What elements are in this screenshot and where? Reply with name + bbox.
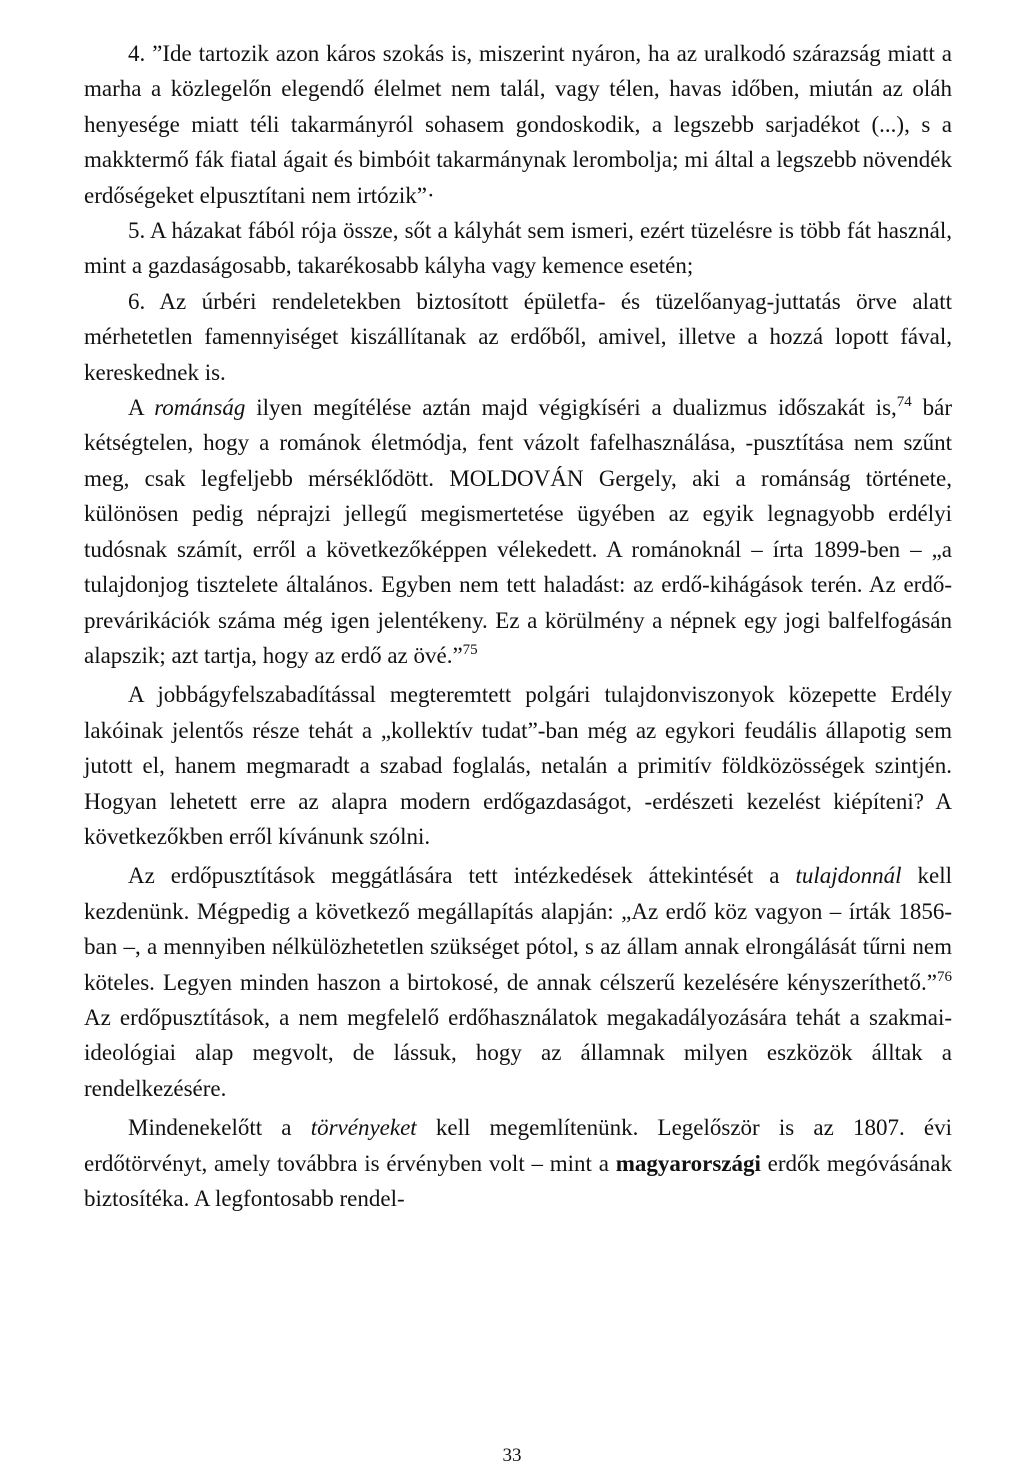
text-run: románság [154,395,246,421]
text-run: 6. Az úrbéri rendeletekben biztosított épületfa- és tüzelőanyag-juttatás örve alatt mérhetetlen famennyiséget kiszállítanak az erdőből, amivel, illetve a hozzá lopott fával, kereskednek is. [84,288,952,385]
text-run: Az erdőpusztítások, a nem megfelelő erdőhasználatok megakadályozására tehát a szakmai-ideológiai alap megvolt, de lássuk, hogy az államnak milyen eszközök álltak a rendelkezésére. [84,1004,952,1101]
text-run: törvényeket [310,1115,417,1141]
text-run: 5. A házakat fából rója össze, sőt a kályhát sem ismeri, ezért tüzelésre is több fát használ, mint a gazdaságosabb, takarékosabb kályha vagy kemence esetén; [84,218,952,279]
footnote-ref: 74 [896,394,912,411]
text-run: erdők megóvásának biztosítéka. A legfontosabb rendel- [84,1150,952,1211]
paragraph [84,213,952,284]
paragraph [84,390,952,673]
text-run: Mindenekelőtt a [128,1115,311,1141]
text-run: kell megemlítenünk. Legelőször is az 1807. évi erdőtörvényt, amely továbbra is érvényben volt – mint a [84,1115,952,1176]
paragraph [84,677,952,854]
paragraph [84,1110,952,1216]
paragraph [84,36,952,213]
footnote-ref: 76 [937,968,952,985]
text-run: kell kezdenünk. Mégpedig a következő megállapítás alapján: „Az erdő köz vagyon – írták 1856-ban –, a mennyiben nélkülözhetetlen szükséget pótol, s az állam annak elrongálását tűrni nem köteles. Legyen minden haszon a birtokosé, de annak célszerű kezelésére kényszeríthető.” [84,863,953,995]
page-number: 33 [502,1445,522,1466]
text-run: Az erdőpusztítások meggátlására tett intézkedések áttekintését a [128,863,796,889]
text-run: magyarországi [615,1150,761,1176]
text-run: 4. ”Ide tartozik azon káros szokás is, miszerint nyáron, ha az uralkodó szárazság miatt a marha a közlegelőn elegendő élelmet nem talál, vagy télen, havas időben, miután az oláh henyesége miatt téli takarmányról sohasem gondoskodik, a legszebb sarjadékot (...), s a makktermő fák fiatal ágait és bimbóit takarmánynak lerombolja; mi által a legszebb növendék erdőségeket elpusztítani nem irtózik”· [84,41,952,208]
footnote-ref: 75 [462,641,478,658]
paragraph [84,284,952,390]
text-run: tulajdonnál [795,863,902,889]
paragraph [84,858,952,1106]
text-run: A jobbágyfelszabadítással megteremtett polgári tulajdonviszonyok közepette Erdély lakóinak jelentős része tehát a „kollektív tudat”-ban még az egykori feudális állapotig sem jutott el, hanem megmaradt a szabad foglalás, netalán a primitív földközösségek szintjén. Hogyan lehetett erre az alapra modern erdőgazdaságot, -erdészeti kezelést kiépíteni? A következőkben erről kívánunk szólni. [84,682,952,849]
text-run: ilyen megítélése aztán majd végigkíséri a dualizmus időszakát is, [245,395,897,421]
text-run: bár kétségtelen, hogy a románok életmódja, fent vázolt fafelhasználása, -pusztítása nem szűnt meg, csak legfeljebb mérséklődött. MOLDOVÁN Gergely, aki a románság története, különösen pedig néprajzi jellegű megismertetése ügyében az egyik legnagyobb erdélyi tudósnak számít, erről a következőképpen vélekedett. A románoknál – írta 1899-ben – „a tulajdonjog tisztelete általános. Egyben nem tett haladást: az erdő-kihágások terén. Az erdő-prevárikációk száma még igen jelentékeny. Ez a körülmény a népnek egy jogi balfelfogásán alapszik; azt tartja, hogy az erdő az övé.” [84,395,953,668]
text-run: A [128,395,155,421]
page-body [84,36,952,1216]
